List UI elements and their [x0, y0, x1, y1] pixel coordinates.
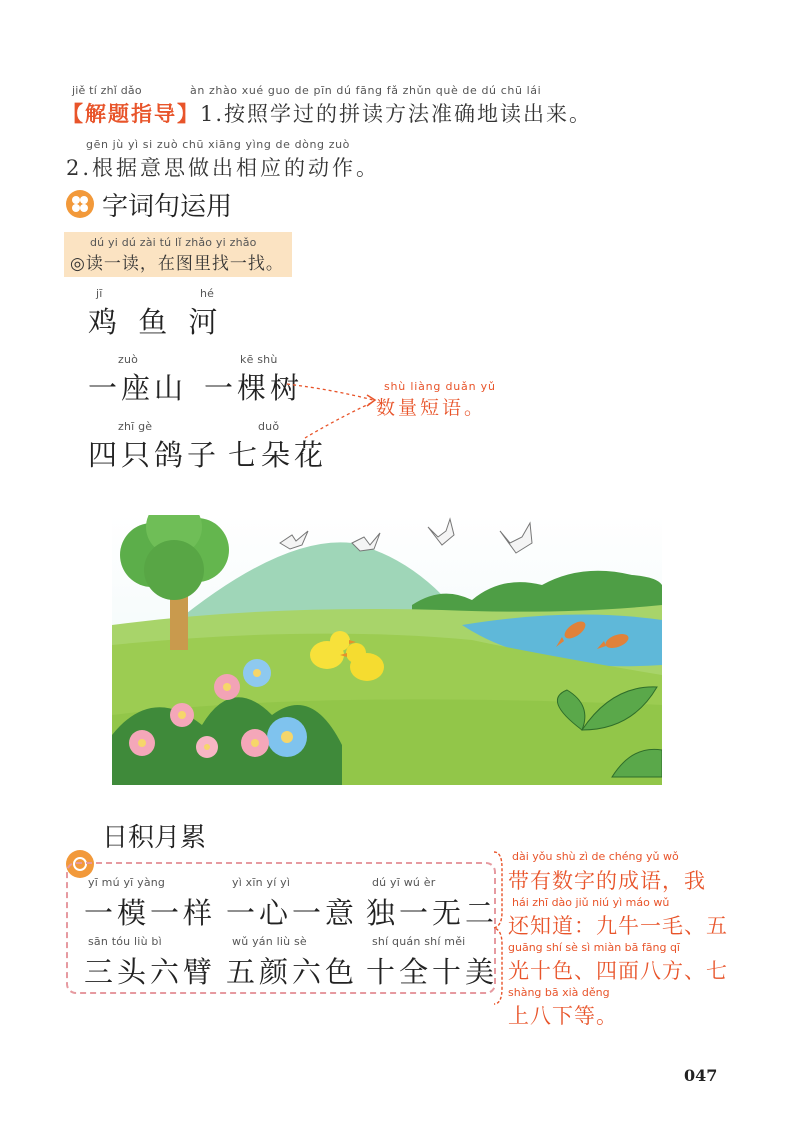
- idiom-pinyin-3: dú yī wú èr: [372, 876, 436, 889]
- idiom-2: 一心一意: [226, 896, 359, 930]
- idiom-4: 三头六臂: [84, 955, 217, 989]
- section1-title: 字词句运用: [102, 192, 233, 222]
- tips-line1-pinyin: àn zhào xué guo de pīn dú fāng fǎ zhǔn què de dú chū lái: [190, 84, 542, 97]
- tips-line2-pinyin: gēn jù yì si zuò chū xiāng yìng de dòng zuò: [86, 138, 351, 151]
- row2-pinyin-a: zuò: [118, 353, 139, 366]
- idiom-pinyin-2: yì xīn yí yì: [232, 876, 291, 889]
- row1-words: 鸡 鱼 河: [88, 305, 224, 339]
- clover-icon: [66, 190, 94, 218]
- note-pinyin-4: shàng bā xià děng: [508, 986, 610, 999]
- note-pinyin-1: dài yǒu shù zì de chéng yǔ wǒ: [512, 850, 679, 863]
- idiom-pinyin-1: yī mú yī yàng: [88, 876, 166, 889]
- annotation-pinyin: shù liàng duǎn yǔ: [384, 380, 496, 393]
- row2-phrase-b: 一棵树: [204, 371, 304, 405]
- instruction-text: ◎读一读，在图里找一找。: [70, 254, 284, 274]
- tips-line1: [62, 98, 592, 128]
- row3-pinyin-a: zhī gè: [118, 420, 153, 433]
- note-pinyin-3: guāng shí sè sì miàn bā fāng qī: [508, 941, 680, 954]
- note-line-4: 上八下等。: [508, 1004, 618, 1028]
- row2-phrase-a: 一座山: [88, 371, 188, 405]
- note-line-1: 带有数字的成语，我: [508, 869, 706, 893]
- tips-label: 【解题指导】: [62, 102, 200, 126]
- scene-illustration: [112, 515, 662, 785]
- idiom-1: 一模一样: [84, 896, 217, 930]
- note-pinyin-2: hái zhī dào jiǔ niú yì máo wǔ: [512, 896, 670, 909]
- instruction-box: [64, 232, 292, 277]
- instruction-pinyin: dú yi dú zài tú lǐ zhǎo yi zhǎo: [90, 236, 257, 249]
- row3-pinyin-b: duǒ: [258, 420, 280, 433]
- row1-pinyin-b: hé: [200, 287, 215, 300]
- tips-line2-text: 2.根据意思做出相应的动作。: [66, 156, 381, 180]
- row1-pinyin-a: jī: [96, 287, 103, 300]
- tree-trunk: [170, 595, 188, 650]
- page-number: 047: [684, 1066, 718, 1085]
- idiom-6: 十全十美: [366, 955, 499, 989]
- annotation-arrows: [285, 370, 385, 450]
- note-line-3: 光十色、四面八方、七: [508, 959, 728, 983]
- row2-pinyin-b: kē shù: [240, 353, 278, 366]
- tips-line1-text: 1.按照学过的拼读方法准确地读出来。: [200, 102, 593, 126]
- idiom-5: 五颜六色: [226, 955, 359, 989]
- idiom-pinyin-4: sān tóu liù bì: [88, 935, 162, 948]
- idiom-pinyin-5: wǔ yán liù sè: [232, 935, 307, 948]
- row3-phrase-a: 四只鸽子: [88, 438, 221, 472]
- note-line-2: 还知道：九牛一毛、五: [508, 914, 728, 938]
- tips-label-pinyin: jiě tí zhǐ dǎo: [72, 84, 142, 97]
- annotation-text: 数量短语。: [376, 397, 487, 419]
- idiom-3: 独一无二: [366, 896, 499, 930]
- row3-phrase-b: 七朵花: [228, 438, 328, 472]
- idiom-pinyin-6: shí quán shí měi: [372, 935, 466, 948]
- section2-title: 日积月累: [102, 823, 207, 853]
- note-bracket: [490, 848, 508, 1008]
